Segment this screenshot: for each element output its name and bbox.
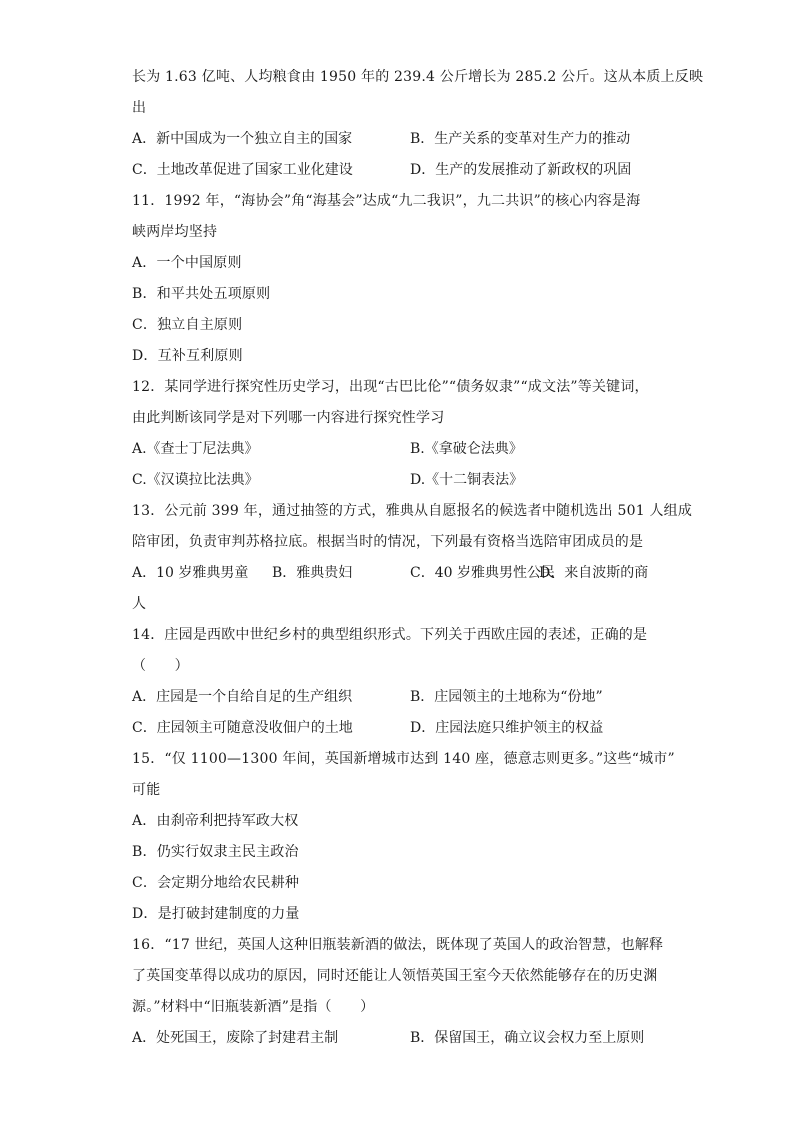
q14-stem-line2: （ ） — [132, 658, 189, 674]
q12-option-a: A.《查士丁尼法典》 — [132, 441, 259, 457]
q14-options-row2 — [132, 713, 672, 744]
q10-option-c: C．土地改革促进了国家工业化建设 — [132, 162, 353, 178]
exam-page — [132, 62, 704, 1054]
q11-option-b: B．和平共处五项原则 — [132, 286, 271, 302]
q16-options-row1 — [132, 1023, 672, 1054]
q16-stem-line1: 16．“17 世纪，英国人这种旧瓶装新酒的做法，既体现了英国人的政治智慧，也解释 — [132, 937, 664, 953]
q12-options-row1 — [132, 434, 672, 465]
q13-option-d-continuation: 人 — [132, 596, 147, 612]
q16-stem-line2: 了英国变革得以成功的原因，同时还能让人领悟英国王室今天依然能够存在的历史渊 — [132, 968, 658, 984]
q12-option-d: D.《十二铜表法》 — [410, 472, 524, 488]
q14-option-a: A．庄园是一个自给自足的生产组织 — [132, 689, 353, 705]
q15-stem-line1: 15．“仅 1100—1300 年间，英国新增城市达到 140 座，德意志则更多。”这些“城市” — [132, 751, 675, 767]
q11-option-c: C．独立自主原则 — [132, 317, 243, 333]
q13-stem-line1: 13．公元前 399 年，通过抽签的方式，雅典从自愿报名的候选者中随机选出 501 人组成 — [132, 503, 693, 519]
q13-option-b: B．雅典贵妇 — [272, 565, 353, 581]
q12-options-row2 — [132, 465, 672, 496]
q14-options-row1 — [132, 682, 672, 713]
q12-stem-line1: 12．某同学进行探究性历史学习，出现“古巴比伦”“债务奴隶”“成文法”等关键词， — [132, 379, 649, 395]
q15-option-a: A．由刹帝利把持军政大权 — [132, 813, 299, 829]
q16-option-a: A．处死国王，废除了封建君主制 — [132, 1030, 339, 1046]
q15-option-b: B．仍实行奴隶主民主政治 — [132, 844, 299, 860]
q12-stem-line2: 由此判断该同学是对下列哪一内容进行探究性学习 — [132, 410, 445, 426]
q14-option-c: C．庄园领主可随意没收佃户的土地 — [132, 720, 353, 736]
q12-option-b: B.《拿破仑法典》 — [410, 441, 523, 457]
q15-option-c: C．会定期分地给农民耕种 — [132, 875, 300, 891]
q13-option-a: A．10 岁雅典男童 — [132, 565, 249, 581]
q10-option-b: B．生产关系的变革对生产力的推动 — [410, 131, 631, 147]
q10-option-d: D．生产的发展推动了新政权的巩固 — [410, 162, 632, 178]
q10-continuation-line1: 长为 1.63 亿吨、人均粮食由 1950 年的 239.4 公斤增长为 285.2 公斤。这从本质上反映 — [132, 69, 704, 85]
q13-options-row — [132, 558, 672, 589]
q10-options-row1 — [132, 124, 672, 155]
q15-option-d: D．是打破封建制度的力量 — [132, 906, 300, 922]
q11-option-d: D．互补互利原则 — [132, 348, 243, 364]
q16-option-b: B．保留国王，确立议会权力至上原则 — [410, 1030, 645, 1046]
q10-continuation-line2: 出 — [132, 100, 147, 116]
q14-option-d: D．庄园法庭只维护领主的权益 — [410, 720, 604, 736]
q16-stem-line3: 源。”材料中“旧瓶装新酒”是指（ ） — [132, 999, 375, 1015]
q13-option-c: C．40 岁雅典男性公民 — [410, 565, 555, 581]
q11-stem-line1: 11．1992 年，“海协会”角“海基会”达成“九二我识”，九二共识”的核心内容是海 — [132, 193, 641, 209]
q11-option-a: A．一个中国原则 — [132, 255, 242, 271]
q11-stem-line2: 峡两岸均坚持 — [132, 224, 218, 240]
q13-option-d: D．来自波斯的商 — [539, 565, 649, 581]
q12-option-c: C.《汉谟拉比法典》 — [132, 472, 259, 488]
q15-stem-line2: 可能 — [132, 782, 161, 798]
q14-stem-line1: 14．庄园是西欧中世纪乡村的典型组织形式。下列关于西欧庄园的表述，正确的是 — [132, 627, 648, 643]
q13-stem-line2: 陪审团，负责审判苏格拉底。根据当时的情况，下列最有资格当选陪审团成员的是 — [132, 534, 644, 550]
q10-options-row2 — [132, 155, 672, 186]
q14-option-b: B．庄园领主的土地称为“份地” — [410, 689, 603, 705]
q10-option-a: A．新中国成为一个独立自主的国家 — [132, 131, 353, 147]
